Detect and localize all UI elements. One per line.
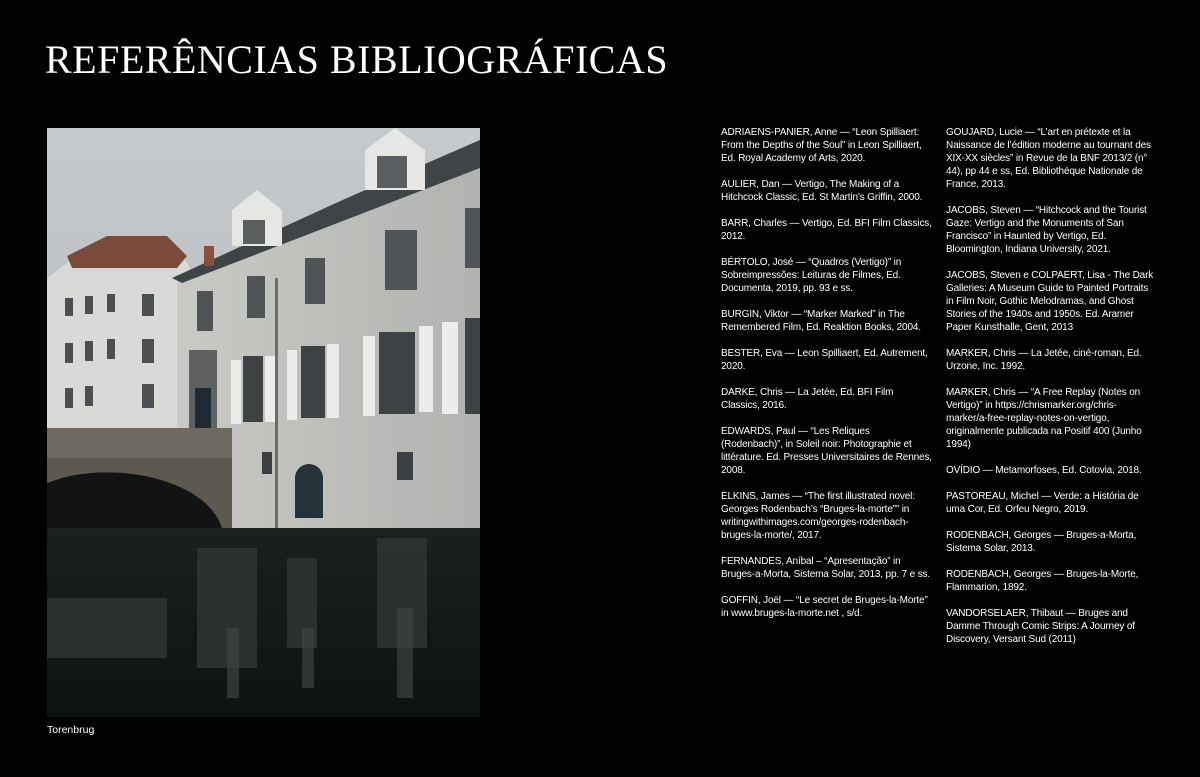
reference-entry: RODENBACH, Georges — Bruges-a-Morta, Sistema Solar, 2013. [946, 530, 1137, 554]
canal-photo [47, 128, 480, 717]
reference-entry: BÉRTOLO, José — “Quadros (Vertigo)” in Sobreimpressões: Leituras de Filmes, Ed. Documenta, 2019, pp. 93 e ss. [721, 257, 902, 294]
photo-caption: Torenbrug [47, 724, 95, 736]
reference-entry: VANDORSELAER, Thibaut — Bruges and Damme Through Comic Strips: A Journey of Discovery, Versant Sud (2011) [946, 608, 1135, 645]
references-column-2 [946, 126, 1158, 659]
reference-entry: MARKER, Chris — La Jetée, ciné-roman, Ed. Urzone, Inc. 1992. [946, 348, 1142, 372]
reference-entry: DARKE, Chris — La Jetée, Ed. BFI Film Classics, 2016. [721, 387, 894, 411]
reference-entry: EDWARDS, Paul — “Les Reliques (Rodenbach)”, in Soleil noir: Photographie et littérature. Ed. Presses Universitaires de Rennes, 2008. [721, 426, 932, 476]
references-column-1 [721, 126, 933, 633]
reference-entry: OVÍDIO — Metamorfoses, Ed. Cotovia, 2018. [946, 465, 1142, 476]
reference-entry: AULIER, Dan — Vertigo, The Making of a Hitchcock Classic, Ed. St Martin’s Griffin, 2000. [721, 179, 923, 203]
reference-entry: BARR, Charles — Vertigo, Ed. BFI Film Classics, 2012. [721, 218, 932, 242]
reference-entry: ELKINS, James — “The first illustrated novel: Georges Rodenbach’s “Bruges-la-morte”” in writingwithimages.com/georges-rodenbach-bruges-la-morte/, 2017. [721, 491, 915, 541]
reference-entry: JACOBS, Steven e COLPAERT, Lisa - The Dark Galleries: A Museum Guide to Painted Portraits in Film Noir, Gothic Melodramas, and Ghost Stories of the 1940s and 1950s. Ed. Aramer Paper Kunsthalle, Gent, 2013 [946, 270, 1154, 333]
reference-entry: GOUJARD, Lucie — “L’art en prétexte et la Naissance de l’édition moderne au tournant des XIX-XX siècles” in Revue de la BNF 2013/2 (n° 44), pp 44 e ss, Ed. Bibliothèque Nationale de France, 2013. [946, 127, 1151, 190]
reference-entry: JACOBS, Steven — “Hitchcock and the Tourist Gaze: Vertigo and the Monuments of San Francisco” in Haunted by Vertigo, Ed. Bloomington, Indiana University, 2021. [946, 205, 1147, 255]
reference-entry: FERNANDES, Aníbal – “Apresentação” in Bruges-a-Morta, Sistema Solar, 2013, pp. 7 e ss. [721, 556, 931, 580]
reference-entry: ADRIAENS-PANIER, Anne — “Leon Spilliaert: From the Depths of the Soul” in Leon Spilliaert, Ed. Royal Academy of Arts, 2020. [721, 127, 922, 164]
reference-entry: PASTOREAU, Michel — Verde: a História de uma Cor, Ed. Orfeu Negro, 2019. [946, 491, 1139, 515]
page-title: REFERÊNCIAS BIBLIOGRÁFICAS [45, 37, 669, 82]
reference-entry: MARKER, Chris — “A Free Replay (Notes on Vertigo)” in https://chrismarker.org/chris-marker/a-free-replay-notes-on-vertigo, originalmente publicada na Positif 400 (Junho 1994) [946, 387, 1142, 450]
reference-entry: BESTER, Eva — Leon Spilliaert, Ed. Autrement, 2020. [721, 348, 928, 372]
reference-entry: BURGIN, Viktor — “Marker Marked” in The Remembered Film, Ed. Reaktion Books, 2004. [721, 309, 921, 333]
reference-entry: GOFFIN, Joël — “Le secret de Bruges-la-Morte” in www.bruges-la-morte.net , s/d. [721, 595, 928, 619]
reference-entry: RODENBACH, Georges — Bruges-la-Morte, Flammarion, 1892. [946, 569, 1139, 593]
